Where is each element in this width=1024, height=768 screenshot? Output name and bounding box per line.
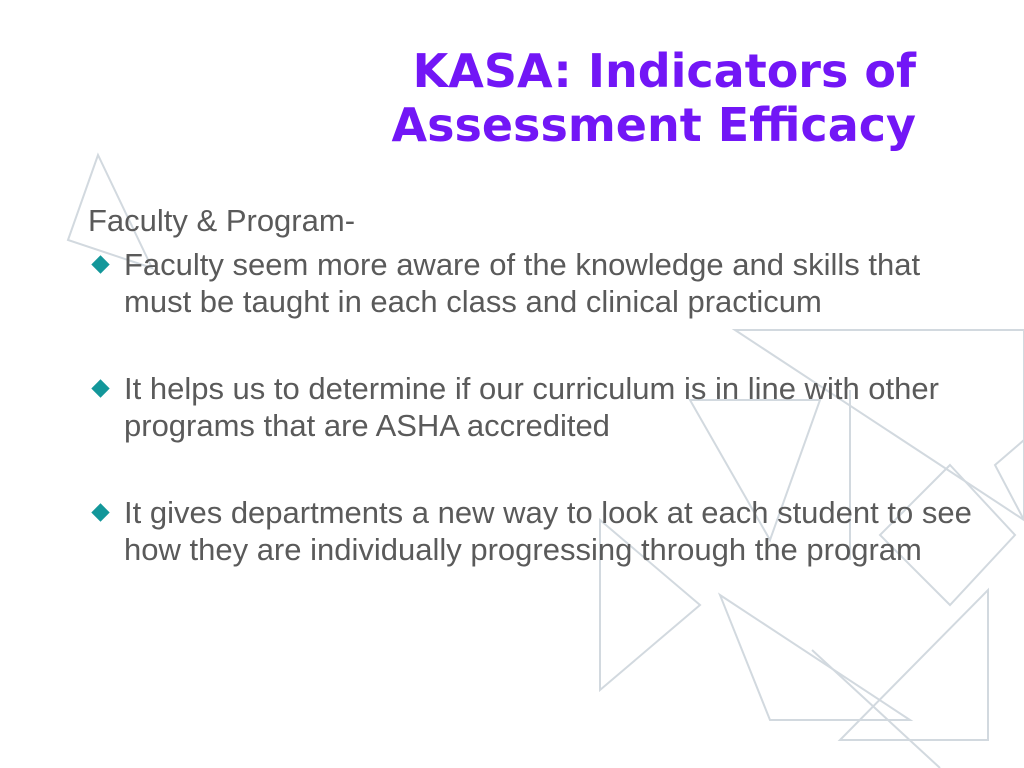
decor-triangle-right [995,440,1024,520]
slide-title-line-2: Assessment Efficacy [391,98,916,152]
slide-title [120,44,916,152]
slide-title-line-1: KASA: Indicators of [412,44,916,98]
diamond-bullet-icon [91,379,109,397]
section-heading: Faculty & Program- [88,203,356,238]
bullet-text: It gives departments a new way to look at each student to see how they are individually progressing through the program [124,495,972,567]
bullet-list [88,246,988,568]
diamond-bullet-icon [91,503,109,521]
bullet-text: Faculty seem more aware of the knowledge and skills that must be taught in each class and clinical practicum [124,247,921,319]
list-item [88,494,988,568]
slide-body [88,202,988,618]
list-item [88,246,988,320]
diamond-bullet-icon [91,255,109,273]
list-item [88,370,988,444]
decor-line-bottom [812,650,940,768]
bullet-text: It helps us to determine if our curriculum is in line with other programs that are ASHA accredited [124,371,939,443]
